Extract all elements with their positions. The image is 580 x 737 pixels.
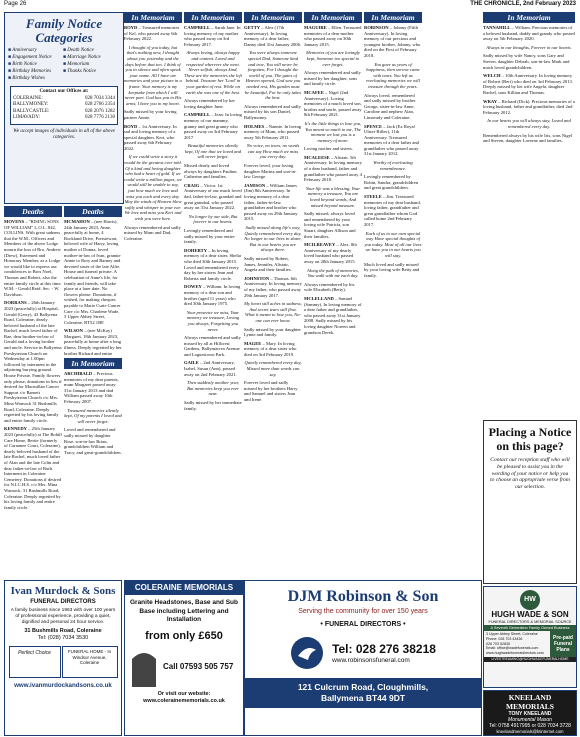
ad-tel: Tel: (028) 7034 3530 bbox=[37, 635, 89, 641]
category-item: ■ Birthday Memories bbox=[8, 68, 63, 75]
notice-entry bbox=[124, 124, 182, 152]
notice-text: Loved and remembered and sadly missed by daughter Rose, son-in-law Brian, grandchildren William and Tracy, and great-grandchildren. bbox=[64, 427, 122, 455]
page-number: Page 26 bbox=[4, 1, 27, 7]
notice-entry bbox=[483, 133, 575, 144]
office-tel: 028 7776 2130 bbox=[85, 115, 115, 120]
ad-kneeland bbox=[483, 690, 577, 736]
notice-text: – 1st Anniversary. In sad and loving memory of a special daughter, Keri, who passed away 6th February 2022. bbox=[124, 123, 177, 151]
notice-verse: Along the path of memories, You walk with me each day. bbox=[307, 267, 359, 279]
notice-name: ROBINSON bbox=[364, 25, 389, 30]
notice-entry bbox=[244, 327, 302, 338]
notice-entry bbox=[184, 25, 242, 47]
notice-entry bbox=[364, 25, 422, 59]
notice-entry bbox=[304, 70, 362, 87]
notice-verse: It's the little things to lose you, You meant so much to me, The moment we lost you is a memory of more. bbox=[304, 120, 362, 143]
notice-verse: My heart still aches in sadness, And secret tears still flow. What it meant to lose you, No-one can ever know. bbox=[244, 301, 302, 323]
paper-title: THE CHRONICLE, 2nd February 2023 bbox=[470, 1, 576, 7]
notice-verse: No longer by our side, But forever in our hearts. bbox=[188, 213, 238, 225]
notice-text: Sadly missed by your loving partner Annie. bbox=[124, 109, 177, 120]
office-town: COLERAINE: bbox=[13, 95, 43, 101]
category-list bbox=[8, 47, 123, 82]
notice-text: – Alex. 8th Anniversary of my dearly loved husband who passed away on 28th January 2015. bbox=[304, 242, 357, 264]
notice-name: MCLELLAND bbox=[304, 295, 334, 301]
notice-entry bbox=[304, 296, 362, 335]
contact-offices bbox=[10, 86, 118, 125]
family-notice-categories bbox=[4, 12, 124, 204]
notice-text: – Thomas. 6th Anniversary. In loving memory of my father, who passed away 29th January 2017. bbox=[244, 275, 302, 298]
ad-livestream: LIVESTREAMING@HUGHWADEFUNERALHOME bbox=[484, 657, 576, 662]
notice-name: WELCH bbox=[483, 73, 501, 79]
notice-verse: Memories of you are lovingly kept, Someone too special to ever forget. bbox=[306, 50, 360, 67]
notice-entry bbox=[483, 25, 575, 42]
notice-entry bbox=[483, 53, 575, 70]
notice-text: – Precious memories of my dear parents, mum Margaret passed away 31st January 2013 and dad William passed away 10th February 2007. bbox=[64, 371, 119, 404]
notice-entry bbox=[184, 163, 242, 180]
notice-name: GAILE bbox=[184, 360, 199, 366]
ad-tel-1: Tel: 0758 4917995 bbox=[489, 723, 531, 729]
notice-text: – 2nd Anniversary. Isabel, Susan (Ann), passed away on 2nd February 2021. bbox=[184, 360, 237, 377]
notice-text: – Nigel (2nd Anniversary). Loving memories of a much loved son, brother and uncle, passed away 8th February 2021. bbox=[304, 89, 362, 118]
notice-text: – Alex (17th Anniversary). In loving memory of a dear father, Danny died 31st January 2006. bbox=[244, 25, 302, 47]
notice-text: – Sarah Jane. In loving memory of my mother who passed away on 3rd February 2017. bbox=[184, 25, 241, 47]
notice-entry bbox=[184, 284, 242, 306]
notice-entry bbox=[244, 276, 302, 298]
ad-fd: • FUNERAL DIRECTORS • bbox=[320, 621, 406, 628]
notice-verse: You gave us years of happiness, then sorrow came with tears. You left us everlasting memories we will treasure through the years. bbox=[366, 61, 420, 89]
notice-name: MCALEESE bbox=[304, 154, 330, 160]
notice-verse: I thought of you today, but that's nothing new, I thought about you yesterday and the days before that too. I think of you in silence and often speak your name. All I have are memories and your picture in a frame. Your memory is my keepsake from which I will never part. God has you in His arms, I have you in my heart. bbox=[124, 44, 182, 106]
notice-text: Always remembered and sadly missed by her daughter, sons and family circle. bbox=[304, 70, 361, 87]
notice-entry bbox=[184, 228, 242, 245]
notice-entry bbox=[244, 104, 302, 121]
notice-text: Sadly missed by Robert, James, Jennifer, Alistair, Angela and their families. bbox=[244, 255, 292, 273]
ad-web[interactable]: Or visit our website: www.colerainememorials.co.uk bbox=[143, 690, 225, 704]
category-item: ■ Anniversary bbox=[8, 47, 63, 54]
ad-name: TONY KNEELAND bbox=[508, 711, 552, 717]
notice-entry bbox=[483, 73, 575, 95]
notice-text: Always remembered and sadly missed by Mum and Dad, Coleraine. bbox=[124, 224, 181, 241]
notice-entry bbox=[304, 25, 362, 47]
ad-address: 31 Bushmills Road, Coleraine bbox=[24, 628, 102, 634]
notice-name: JAMISON bbox=[244, 182, 266, 188]
ad-tel: Tel: 028 276 38218 bbox=[332, 641, 436, 656]
notice-verse: Beautiful memories silently kept, Of one that we loved and will never forget. bbox=[184, 143, 241, 160]
notice-name: HOLMES bbox=[244, 123, 265, 129]
notice-entry bbox=[483, 99, 575, 116]
column-deaths-2 bbox=[64, 206, 122, 356]
notice-name: TANNAHILL bbox=[483, 25, 511, 30]
notice-verse: Always loving, always happy and content. Loved and respected wherever she went. Never selfish, always kind, These are the memories she left behind. Treasure her 'Lord' in your garden of rest. While on earth she was one of the best. bbox=[184, 50, 242, 95]
category-item: ■ Thanks Notice bbox=[63, 68, 118, 75]
notice-name: WILSON bbox=[64, 328, 83, 334]
ad-web[interactable]: www.ivanmurdockandsons.co.uk bbox=[14, 682, 112, 689]
notice-verse: If we could write a story it would be the greatest ever told. Of a kind and loving daughter who had a heart of gold. If we could write a million pages, we would still be unable to say, just how much we love and miss you each and every day. May the winds of Heaven blow softly and whisper in your ear. We love and miss you Keri and wish you were here. bbox=[124, 154, 182, 221]
notice-entry bbox=[244, 256, 302, 273]
notice-text: – Jack (Ex Royal Ulster Rifles), 11th Anniversary. Treasured memories of a dear father and grandfather who passed away 31st January 2012. bbox=[364, 123, 419, 157]
notice-entry bbox=[244, 341, 302, 358]
section-header-memoriam: In Memoriam bbox=[124, 12, 182, 23]
notice-text: – 26th January 2023 (peacefully) at Hospital, Gerald (Gerry), 43 Ballyrena Road, Coleraine, dearly beloved husband of the late Rachel, much loved father of Rae, dear brother-in-law of Gerald and a loving brother and uncle. Service in Ballyrena Presbyterian Church on Wednesday at 1.00pm followed by interment in the adjoining burying ground. House Private. Family flowers only please, donations in lieu if desired for Macmillan Cancer Support c/o Barnett Presbyterian Church c/o Mrs. Mina Warnock 31 Bushmills Road, Coleraine. Deeply regretted by his loving family and entire family circle. bbox=[4, 300, 62, 423]
notice-text: – (nee McKay) Margaret, 18th January 2023, peacefully at home after a long illness. Deeply regretted by her brother Richard and entire bbox=[64, 328, 122, 356]
category-item: ■ Memoriam bbox=[63, 61, 118, 68]
office-tel: 028 2766 2354 bbox=[85, 102, 115, 107]
office-tel: 028 7034 3344 bbox=[85, 95, 115, 101]
office-row bbox=[13, 115, 115, 122]
notice-text: Loving mother and sisters. bbox=[304, 146, 353, 152]
notice-entry bbox=[184, 183, 242, 211]
ad-phone: Phone: 028 703 43436 bbox=[486, 636, 523, 641]
notice-text: Remembered always by his wife Iris, sons Nigel and Steven, daughter Laverne and families. bbox=[483, 132, 573, 144]
notice-entry bbox=[124, 109, 182, 120]
notice-entry bbox=[304, 282, 362, 293]
notice-name: JOHNSTON bbox=[244, 275, 270, 281]
notice-name: DOHERTY bbox=[184, 247, 208, 253]
notice-text: Always remembered and sadly missed by his son Daniel, Ballymoney. bbox=[244, 103, 301, 120]
section-header-memoriam: In Memoriam bbox=[364, 12, 422, 23]
notice-name: WRAY bbox=[483, 98, 498, 104]
notice-verse: Your life was a blessing, Your memory a treasure, You are loved beyond words, And missed beyond measure. bbox=[305, 185, 361, 208]
notice-text: – Treasured memories of Kel, who passed away 6th February 2022. bbox=[124, 25, 180, 42]
notice-name: CAMPBELL bbox=[184, 112, 211, 118]
category-item: ■ Death Notice bbox=[63, 47, 118, 54]
office-tel: 028 2076 1282 bbox=[85, 108, 115, 114]
notice-name: DORRANS bbox=[4, 300, 27, 306]
notice-entry bbox=[124, 25, 182, 42]
notice-name: MCMAHON bbox=[64, 219, 90, 224]
placing-notice-box bbox=[483, 420, 577, 584]
ad-email[interactable]: kneelandmemorials@btinternet.com bbox=[496, 729, 564, 734]
category-item: ■ Marriage Notice bbox=[63, 54, 118, 61]
notice-entry bbox=[304, 155, 362, 183]
hw-logo-icon: HW bbox=[520, 590, 540, 610]
ad-djm-robinson bbox=[244, 580, 482, 736]
notice-text: – 10th Anniversary. In loving memory of Robert (Bert) who died on 3rd February 2013. Deeply missed by his wife Angela, daughter Rachel, sons Killian and Thomas. bbox=[483, 73, 573, 95]
office-town: BALLYCASTLE: bbox=[13, 108, 50, 114]
notice-name: KENNEDY bbox=[4, 426, 27, 432]
ad-email: Email: office@wadefunerals.com bbox=[486, 646, 539, 651]
notice-text: – (nee Harris), 24th January 2023, Anne, peacefully at home, 4 Rockland Drive, Portstewart, beloved wife of Harry, loving mother of Donna, loved mother-in-law of Ivan, grannie Annie to Rory and Barney and devoted sister of the late Alfie. House and funeral private. A celebration of Anne's life, for family and friends, will take place at a later date. No flowers please. Donations, if wished, for making cheques payable to Marie Curie Cancer Care c/o Mrs. Charlene Wade, 3 Upper Abbey Street, Coleraine, BT52 1BF. bbox=[64, 219, 121, 325]
notice-text: Always remembered by his wife Elizabeth (Betty). bbox=[304, 281, 355, 293]
notice-text: Always remembered by her loving daughter June. bbox=[184, 98, 235, 109]
notice-entry bbox=[124, 225, 182, 242]
notice-text: – "RISING SONS OF WILLIAM" L.O.L. 842, COLLINS. With great sadness that the W.M., Officers and Members of the above Lodge mourn the loss of Bro. Andrew (Drew), Esteemed and Honorary Member, as a Lodge we would like to express our condolences to Bros Noel, Thomas and Robert, also the entire family circle at this time. W.M. - Gerald Reid. Sec. - W. Davidson. bbox=[4, 219, 62, 297]
notice-verse: Each of us in our own special way Have special thoughts of you today. Most of all our lives we have you in our hearts you will stay. bbox=[364, 230, 422, 258]
office-town: BALLYMONEY: bbox=[13, 102, 49, 107]
column-memoriam-2 bbox=[64, 358, 122, 576]
column-deaths-1 bbox=[4, 206, 62, 576]
notice-text: – Samuel (Sammy). In loving memory of a dear father and grandfather, who passed away 31st January 2008. Sadly missed by his loving daughter Noreen and grandson Derek. bbox=[304, 295, 362, 335]
ad-address-1: 121 Culcrum Road, Cloughmills, bbox=[297, 682, 429, 692]
ad-call: Call 07593 505 757 bbox=[163, 661, 234, 671]
notice-text: – William James (Jim) 8th Anniversary. In loving memory of a dear father, father-in-law, grandfather and brother who passed away on 29th January 2015. bbox=[244, 182, 298, 222]
category-item: ■ Birthday Wishes bbox=[8, 75, 63, 82]
perfect-choice-box: Perfect Choice bbox=[9, 646, 61, 678]
notice-entry bbox=[184, 248, 242, 282]
notice-name: BOYD bbox=[124, 123, 138, 129]
notice-name: CAMPBELL bbox=[184, 25, 211, 30]
page-header bbox=[4, 1, 576, 10]
category-item: ■ Birth Notice bbox=[8, 61, 63, 68]
notice-name: MCAFEE bbox=[304, 89, 324, 95]
notice-entry bbox=[364, 194, 422, 228]
notice-verse: Quietly remembered every day, Missed more than words can say. bbox=[244, 360, 302, 377]
notice-verse: Sadly missed along life's way, Quietly remembered every day. No longer in our lives to share, But in our hearts you are always there. bbox=[244, 225, 302, 253]
notice-entry bbox=[184, 98, 242, 109]
notice-name: MAGEE bbox=[244, 340, 262, 346]
notice-text: – Richard (Dick). Precious memories of a loving husband, father and grandfather, died 2nd February 2012. bbox=[483, 98, 575, 115]
ad-text: Granite Headstones, Base and Sub Base including Lettering and Installation bbox=[129, 599, 238, 623]
notice-verse: In our hearts you will always stay, Loved and remembered every day. bbox=[487, 118, 571, 129]
notice-entry bbox=[244, 183, 302, 222]
notice-text: Sadly missed by her immediate family. bbox=[184, 400, 242, 411]
notice-entry bbox=[184, 400, 242, 411]
column-memoriam-3 bbox=[124, 12, 182, 576]
ad-title: COLERAINE MEMORIALS bbox=[125, 581, 243, 595]
category-item: ■ Engagement Notice bbox=[8, 54, 63, 61]
notice-entry bbox=[304, 90, 362, 118]
section-header-deaths: Deaths bbox=[64, 206, 122, 217]
placing-title: Placing a Notice on this page? bbox=[488, 425, 572, 453]
notice-text: – Mary. In loving memory of a dear sister who died on 3rd February 2019. bbox=[244, 340, 297, 357]
ad-coleraine-memorials bbox=[124, 580, 244, 736]
notice-verse: Always in our thoughts, Forever in our hearts. bbox=[486, 44, 572, 50]
notice-entry bbox=[184, 335, 242, 357]
notice-verse: Then suddenly another year, But memories keep you ever near. bbox=[186, 380, 240, 397]
notice-entry bbox=[364, 93, 422, 121]
notice-name: MCILREAVEY bbox=[304, 242, 336, 248]
notice-text: – Victor. 1st Anniversary of our much loved dad, father-in-law, grandad and great grandad, who passed away on 31st January 2022. bbox=[184, 182, 242, 211]
notice-text: – William. Precious memories of a beloved husband, daddy and grandy who passed away on 5th February 2020. bbox=[483, 25, 575, 42]
image-note: We accept images of individuals in all of the above categories. bbox=[13, 128, 115, 140]
notice-text: Much loved and sadly missed by your loving wife Betty and family. bbox=[364, 261, 420, 278]
ad-subtitle: FUNERAL DIRECTORS & MEMORIAL SOURCE bbox=[488, 620, 572, 624]
notice-text: Sadly missed by wife Nancy, sons Gary and Steven, daughter Debrah, son-in-law Mark and much loved grandchildren. bbox=[483, 53, 570, 70]
ad-web[interactable]: www.robinsonsfuneral.com bbox=[332, 656, 410, 664]
ad-subtitle: FUNERAL DIRECTORS bbox=[30, 599, 96, 605]
notice-text: Forever loved and sadly missed by her brothers Harry and Samuel and sisters Jean and Irene. bbox=[244, 380, 298, 403]
column-memoriam-7 bbox=[364, 12, 422, 576]
notice-text: Missed dearly and loved always by daughters Pauline, Catherine and families. bbox=[184, 163, 238, 180]
notice-verse: No voice, no tears, no words can say How much we miss you every day. bbox=[246, 143, 300, 160]
categories-title: Family Notice Categories bbox=[25, 16, 103, 45]
notice-entry bbox=[364, 174, 422, 191]
headstone-icon bbox=[129, 647, 159, 687]
notice-verse: You were always someone special Dad, Someone kind and true, You will never be forgotten, For I thought the world of you. The gates of Heaven opened, God saw you needed rest, His garden must be beautiful, For he only takes the best. bbox=[244, 50, 302, 101]
notice-entry bbox=[304, 146, 362, 152]
notice-entry bbox=[304, 242, 362, 264]
ad-family: A Seventh Generation Family Owned Business bbox=[484, 625, 576, 631]
ad-address: 3 Upper Abbey Street, Coleraine bbox=[486, 632, 538, 636]
notice-text: – Johnny (Fifth Anniversary). In loving memory of our precious and youngest brother, Johnny, who died on the First of February 2018. bbox=[364, 25, 421, 58]
notice-text: Lovingly remembered by Robin, Sandra, grandchildren and great grandchildren. bbox=[364, 174, 419, 191]
notice-entry bbox=[184, 112, 242, 140]
notice-text: – Alistair. 5th Anniversary. In loving memory of a dear husband, father and grandfather who passed away 4 February 2018. bbox=[304, 154, 362, 183]
office-town: LIMAVADY: bbox=[13, 115, 40, 120]
notice-text: Sadly missed by your daughter Lynne and family. bbox=[244, 326, 301, 338]
notice-text: – In loving memory of a dear sister, Shelia who died 30th January 2015. Loved and remembered every day by her sisters Jean and Roberta and family circle. bbox=[184, 247, 241, 281]
notice-text: – Jean. In loving memory of our mammy, granny and great granny who passed away on 3rd February 2017. bbox=[184, 112, 242, 140]
ad-title: DJM Robinson & Son bbox=[287, 588, 439, 605]
notice-entry bbox=[4, 426, 62, 510]
ad-hugh-wade bbox=[483, 586, 577, 688]
notice-entry bbox=[4, 300, 62, 423]
notice-text: Lovingly remembered and sadly missed by your entire family. bbox=[184, 228, 235, 245]
offices-title: Contact our Offices at: bbox=[39, 89, 89, 94]
notice-entry bbox=[64, 427, 122, 455]
notice-entry bbox=[64, 328, 122, 356]
notice-entry bbox=[364, 262, 422, 279]
ad-ivan-murdock bbox=[4, 580, 122, 736]
notice-name: BOYD bbox=[124, 25, 138, 30]
notice-entry bbox=[4, 219, 62, 297]
ad-web[interactable]: www.hughwadefuneraldirectors.com bbox=[486, 651, 544, 656]
notice-entry bbox=[244, 124, 302, 141]
notice-name: MAGUIRE bbox=[304, 25, 327, 30]
notice-text: – Jim. Treasured memories of my dear husband, loving father, grandfather and great grandfather whom God called home 2nd February 2017. bbox=[364, 194, 421, 227]
notice-text: – William. In loving memory of a dear son and brother (aged 11 years) who died 30th January 1975. bbox=[184, 284, 241, 307]
funeral-home-box: FUNERAL HOME - In Windsor Avenue, Coleraine bbox=[62, 646, 118, 678]
section-header-memoriam: In Memoriam bbox=[64, 358, 122, 369]
section-header-memoriam: In Memoriam bbox=[483, 12, 575, 23]
notice-name: STEELE bbox=[364, 194, 382, 200]
column-memoriam-4 bbox=[184, 12, 242, 576]
notice-name: GETTY bbox=[244, 25, 261, 30]
ad-text: A family business since 1963 with over 100 years of professional experience, providing a quiet, dignified and personal 24 hour service. bbox=[10, 608, 116, 625]
notice-entry bbox=[64, 219, 122, 325]
section-header-memoriam: In Memoriam bbox=[184, 12, 242, 23]
notice-verse: Worthy of everlasting remembrance. bbox=[373, 160, 413, 171]
notice-name: MOVENS bbox=[4, 219, 25, 224]
section-header-deaths: Deaths bbox=[4, 206, 62, 217]
notice-text: – Ellen. Treasured memories of a dear mother who passed away on 30th January 2015. bbox=[304, 25, 362, 47]
ad-title: HUGH WADE & SON bbox=[491, 610, 569, 619]
section-header-memoriam: In Memoriam bbox=[244, 12, 302, 23]
notice-text: Forever loved, your loving daughter Marina and son-in-law George. bbox=[244, 163, 297, 180]
notice-name: ARCHIBALD bbox=[64, 371, 93, 376]
placing-body: Contact our reception staff who will be pleased to assist you in the wording of your notice or help you to choose an appropriate verse from our selection. bbox=[490, 457, 570, 491]
ad-subtitle: Monumental Mason bbox=[508, 717, 552, 723]
notice-entry bbox=[364, 124, 422, 158]
dove-icon bbox=[290, 636, 324, 670]
notice-entry bbox=[304, 211, 362, 239]
notice-name: DOWEY bbox=[184, 284, 202, 290]
column-memoriam-6 bbox=[304, 12, 362, 576]
notice-text: Always loved, remembered and sadly missed by brother George, sister-in-law Anne, Caroline and nephew Alan, Limavady and Coleraine. bbox=[364, 92, 416, 120]
notice-text: – Nannie. In loving memory of Mum, who passed away 5th February 2011. bbox=[244, 123, 302, 140]
notice-entry bbox=[184, 360, 242, 377]
ad-address-2: Ballymena BT44 9DT bbox=[320, 693, 406, 703]
notice-entry bbox=[244, 163, 302, 180]
notice-entry bbox=[64, 371, 122, 405]
ad-title: KNEELAND MEMORIALS bbox=[506, 693, 554, 711]
column-memoriam-8 bbox=[483, 12, 575, 416]
prepaid-box: Pre-paid Funeral Plans bbox=[550, 631, 576, 657]
notice-entry bbox=[244, 25, 302, 47]
ad-phone-2: 028 703 52835 bbox=[486, 641, 510, 646]
ad-price: from only £650 bbox=[145, 629, 223, 642]
notice-verse: Treasured memories silently kept, Of my parents I loved and will never forget. bbox=[64, 407, 122, 424]
notice-name: SPENCE bbox=[364, 123, 383, 129]
ad-title: Ivan Murdock & Sons bbox=[10, 585, 116, 597]
notice-text: Sadly missed, always loved and remembered by your loving wife Patricia, son Stuart, daughter Allison and their families. bbox=[304, 211, 356, 239]
notice-entry bbox=[244, 380, 302, 402]
section-header-memoriam: In Memoriam bbox=[304, 12, 362, 23]
column-memoriam-5 bbox=[244, 12, 302, 576]
notice-text: – 25th January 2023 (peacefully) at The Bohill Care Home, Bertie (formerly of Carnanee Court, Coleraine), dearly beloved husband of the late Rachel, much loved father of Alan and the late Colin and dear father-in-law of Ruth. Interment in Coleraine Cemetery. Donations if desired for N.I.C.H.S. c/o Mrs. Mina Warnock, 31 Bushmills Road, Coleraine. Deeply regretted by his loving family and entire family circle. bbox=[4, 426, 62, 510]
notice-verse: Your presence we miss, Your memory we treasure, Loving you always, Forgetting you never. bbox=[186, 309, 240, 332]
ad-subtitle: Serving the community for over 150 years bbox=[298, 608, 428, 615]
notice-name: CRAIG bbox=[184, 182, 200, 188]
notice-text: Always remembered and sadly missed by all at Hillcrest Gardens, Ballymacrea Avenue and Loguestown Park. bbox=[184, 335, 241, 357]
ad-tel-2: or 028 7034 3728 bbox=[531, 723, 571, 729]
